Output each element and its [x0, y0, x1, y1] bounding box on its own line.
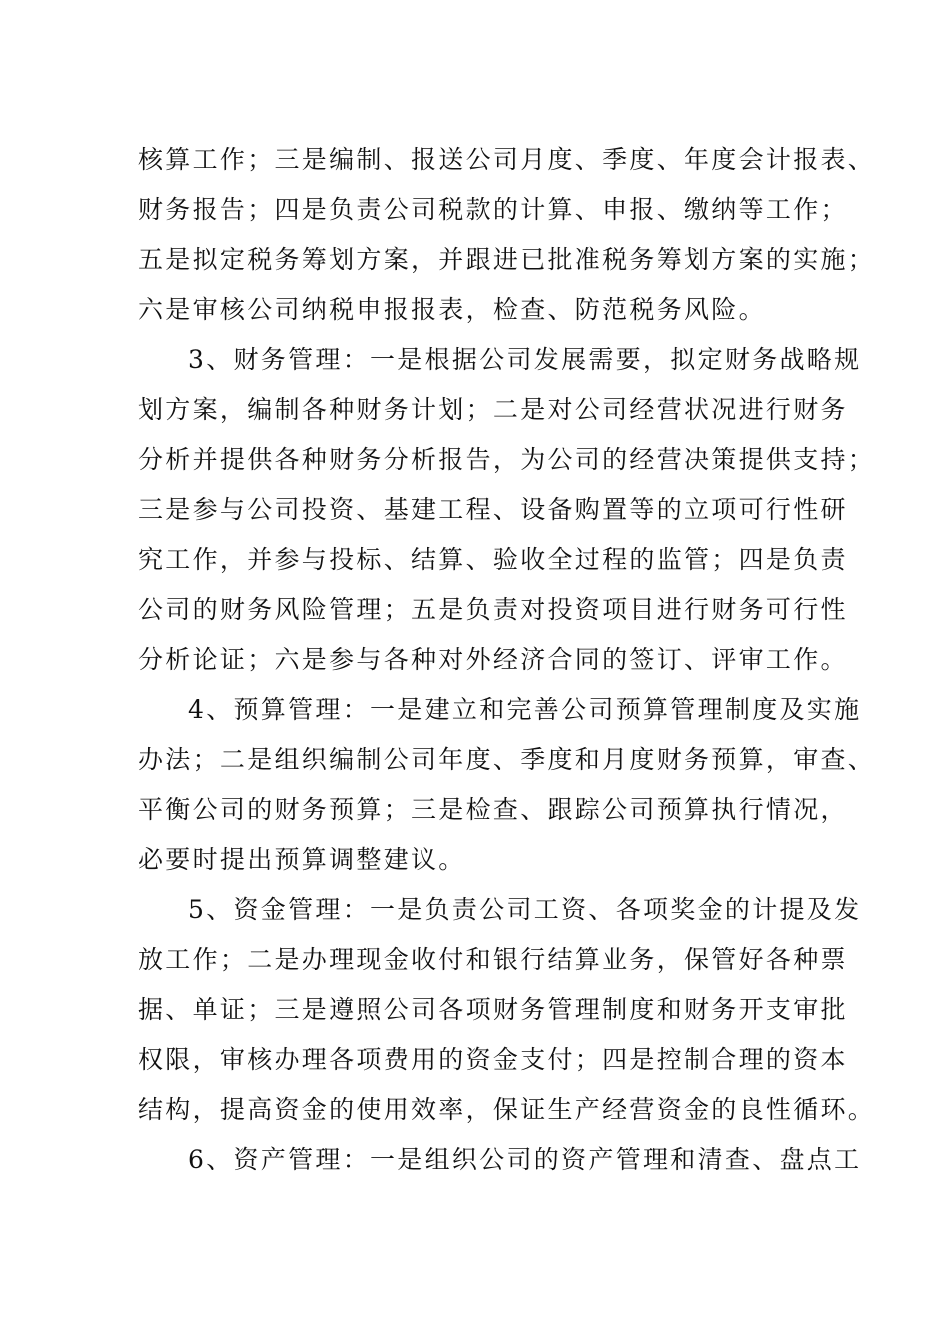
text-line: 据、单证；三是遵照公司各项财务管理制度和财务开支审批	[138, 995, 848, 1024]
text-line: 平衡公司的财务预算；三是检查、跟踪公司预算执行情况，	[138, 795, 848, 824]
text-line: 究工作，并参与投标、结算、验收全过程的监管；四是负责	[138, 545, 848, 574]
section-5-heading-line: 5、资金管理：一是负责公司工资、各项奖金的计提及发	[188, 895, 862, 924]
text-line: 三是参与公司投资、基建工程、设备购置等的立项可行性研	[138, 495, 848, 524]
section-3-heading-line: 3、财务管理：一是根据公司发展需要，拟定财务战略规	[188, 345, 862, 374]
section-6-heading-line: 6、资产管理：一是组织公司的资产管理和清查、盘点工	[188, 1145, 862, 1174]
text-line: 划方案，编制各种财务计划；二是对公司经营状况进行财务	[138, 395, 848, 424]
text-line: 权限，审核办理各项费用的资金支付；四是控制合理的资本	[138, 1045, 848, 1074]
section-4-heading-line: 4、预算管理：一是建立和完善公司预算管理制度及实施	[188, 695, 862, 724]
text-line: 结构，提高资金的使用效率，保证生产经营资金的良性循环。	[138, 1095, 876, 1124]
text-line: 六是审核公司纳税申报报表，检查、防范税务风险。	[138, 295, 766, 324]
text-line: 放工作；二是办理现金收付和银行结算业务，保管好各种票	[138, 945, 848, 974]
text-line: 必要时提出预算调整建议。	[138, 845, 466, 874]
text-line: 办法；二是组织编制公司年度、季度和月度财务预算，审查、	[138, 745, 876, 774]
text-line: 核算工作；三是编制、报送公司月度、季度、年度会计报表、	[138, 145, 876, 174]
text-line: 五是拟定税务筹划方案，并跟进已批准税务筹划方案的实施；	[138, 245, 876, 274]
text-line: 分析论证；六是参与各种对外经济合同的签订、评审工作。	[138, 645, 848, 674]
text-line: 财务报告；四是负责公司税款的计算、申报、缴纳等工作；	[138, 195, 848, 224]
text-line: 分析并提供各种财务分析报告，为公司的经营决策提供支持；	[138, 445, 876, 474]
text-line: 公司的财务风险管理；五是负责对投资项目进行财务可行性	[138, 595, 848, 624]
